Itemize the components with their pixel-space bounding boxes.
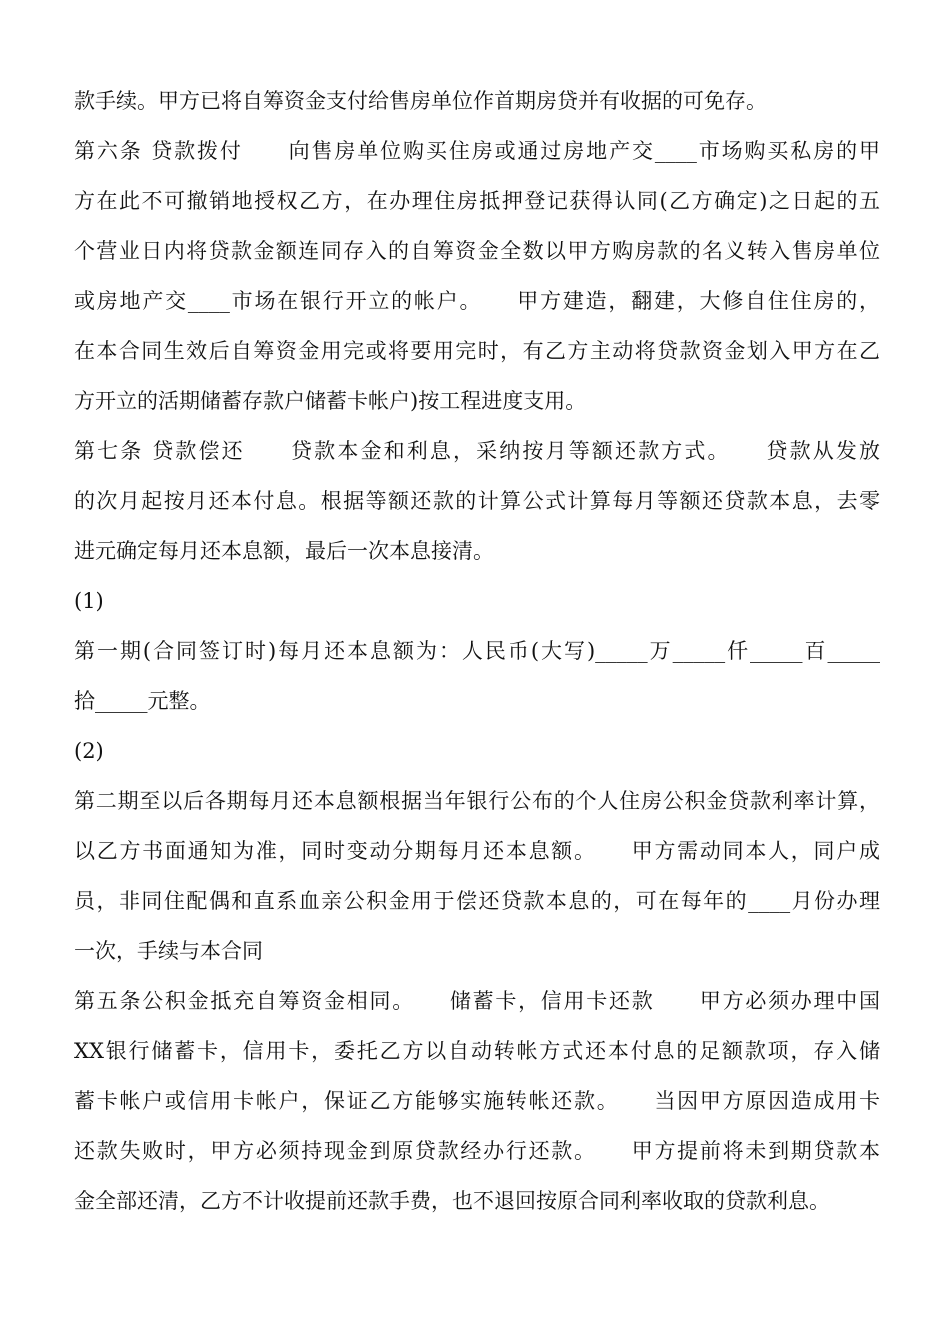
text-line: 还款失败时，甲方必须持现金到原贷款经办行还款。 甲方提前将未到期贷款本 bbox=[74, 1139, 880, 1163]
text-line: 或房地产交____市场在银行开立的帐户。 甲方建造，翻建，大修自住住房的， bbox=[74, 289, 880, 313]
text-line: 在本合同生效后自筹资金用完或将要用完时，有乙方主动将贷款资金划入甲方在乙 bbox=[74, 339, 880, 363]
document-body bbox=[74, 76, 880, 1226]
text-line: 第二期至以后各期每月还本息额根据当年银行公布的个人住房公积金贷款利率计算， bbox=[74, 789, 880, 813]
text-line: 一次，手续与本合同 bbox=[74, 939, 263, 963]
text-line: 金全部还清，乙方不计收提前还款手费，也不退回按原合同利率收取的贷款利息。 bbox=[74, 1189, 830, 1213]
text-line: (1) bbox=[74, 589, 104, 613]
text-line: 第六条 贷款拨付 向售房单位购买住房或通过房地产交____市场购买私房的甲 bbox=[74, 139, 880, 163]
text-line: 方在此不可撤销地授权乙方，在办理住房抵押登记获得认同(乙方确定)之日起的五 bbox=[74, 189, 880, 213]
text-line: 进元确定每月还本息额，最后一次本息接清。 bbox=[74, 539, 494, 563]
text-line: 以乙方书面通知为准，同时变动分期每月还本息额。 甲方需动同本人，同户成 bbox=[74, 839, 880, 863]
text-line: 第七条 贷款偿还 贷款本金和利息，采纳按月等额还款方式。 贷款从发放 bbox=[74, 439, 880, 463]
text-line: 款手续。甲方已将自筹资金支付给售房单位作首期房贷并有收据的可免存。 bbox=[74, 89, 767, 113]
text-line: 方开立的活期储蓄存款户储蓄卡帐户)按工程进度支用。 bbox=[74, 389, 587, 413]
text-line: 拾_____元整。 bbox=[74, 689, 211, 713]
text-line: (2) bbox=[74, 739, 104, 763]
text-line: 蓄卡帐户或信用卡帐户，保证乙方能够实施转帐还款。 当因甲方原因造成用卡 bbox=[74, 1089, 880, 1113]
text-line: 的次月起按月还本付息。根据等额还款的计算公式计算每月等额还贷款本息，去零 bbox=[74, 489, 880, 513]
text-line: 员，非同住配偶和直系血亲公积金用于偿还贷款本息的，可在每年的____月份办理 bbox=[74, 889, 880, 913]
text-line: 个营业日内将贷款金额连同存入的自筹资金全数以甲方购房款的名义转入售房单位 bbox=[74, 239, 880, 263]
text-line: 第一期(合同签订时)每月还本息额为：人民币(大写)_____万_____仟_____百_____ bbox=[74, 639, 880, 663]
text-line: XX银行储蓄卡，信用卡，委托乙方以自动转帐方式还本付息的足额款项，存入储 bbox=[74, 1039, 880, 1063]
text-line: 第五条公积金抵充自筹资金相同。 储蓄卡，信用卡还款 甲方必须办理中国 bbox=[74, 989, 880, 1013]
